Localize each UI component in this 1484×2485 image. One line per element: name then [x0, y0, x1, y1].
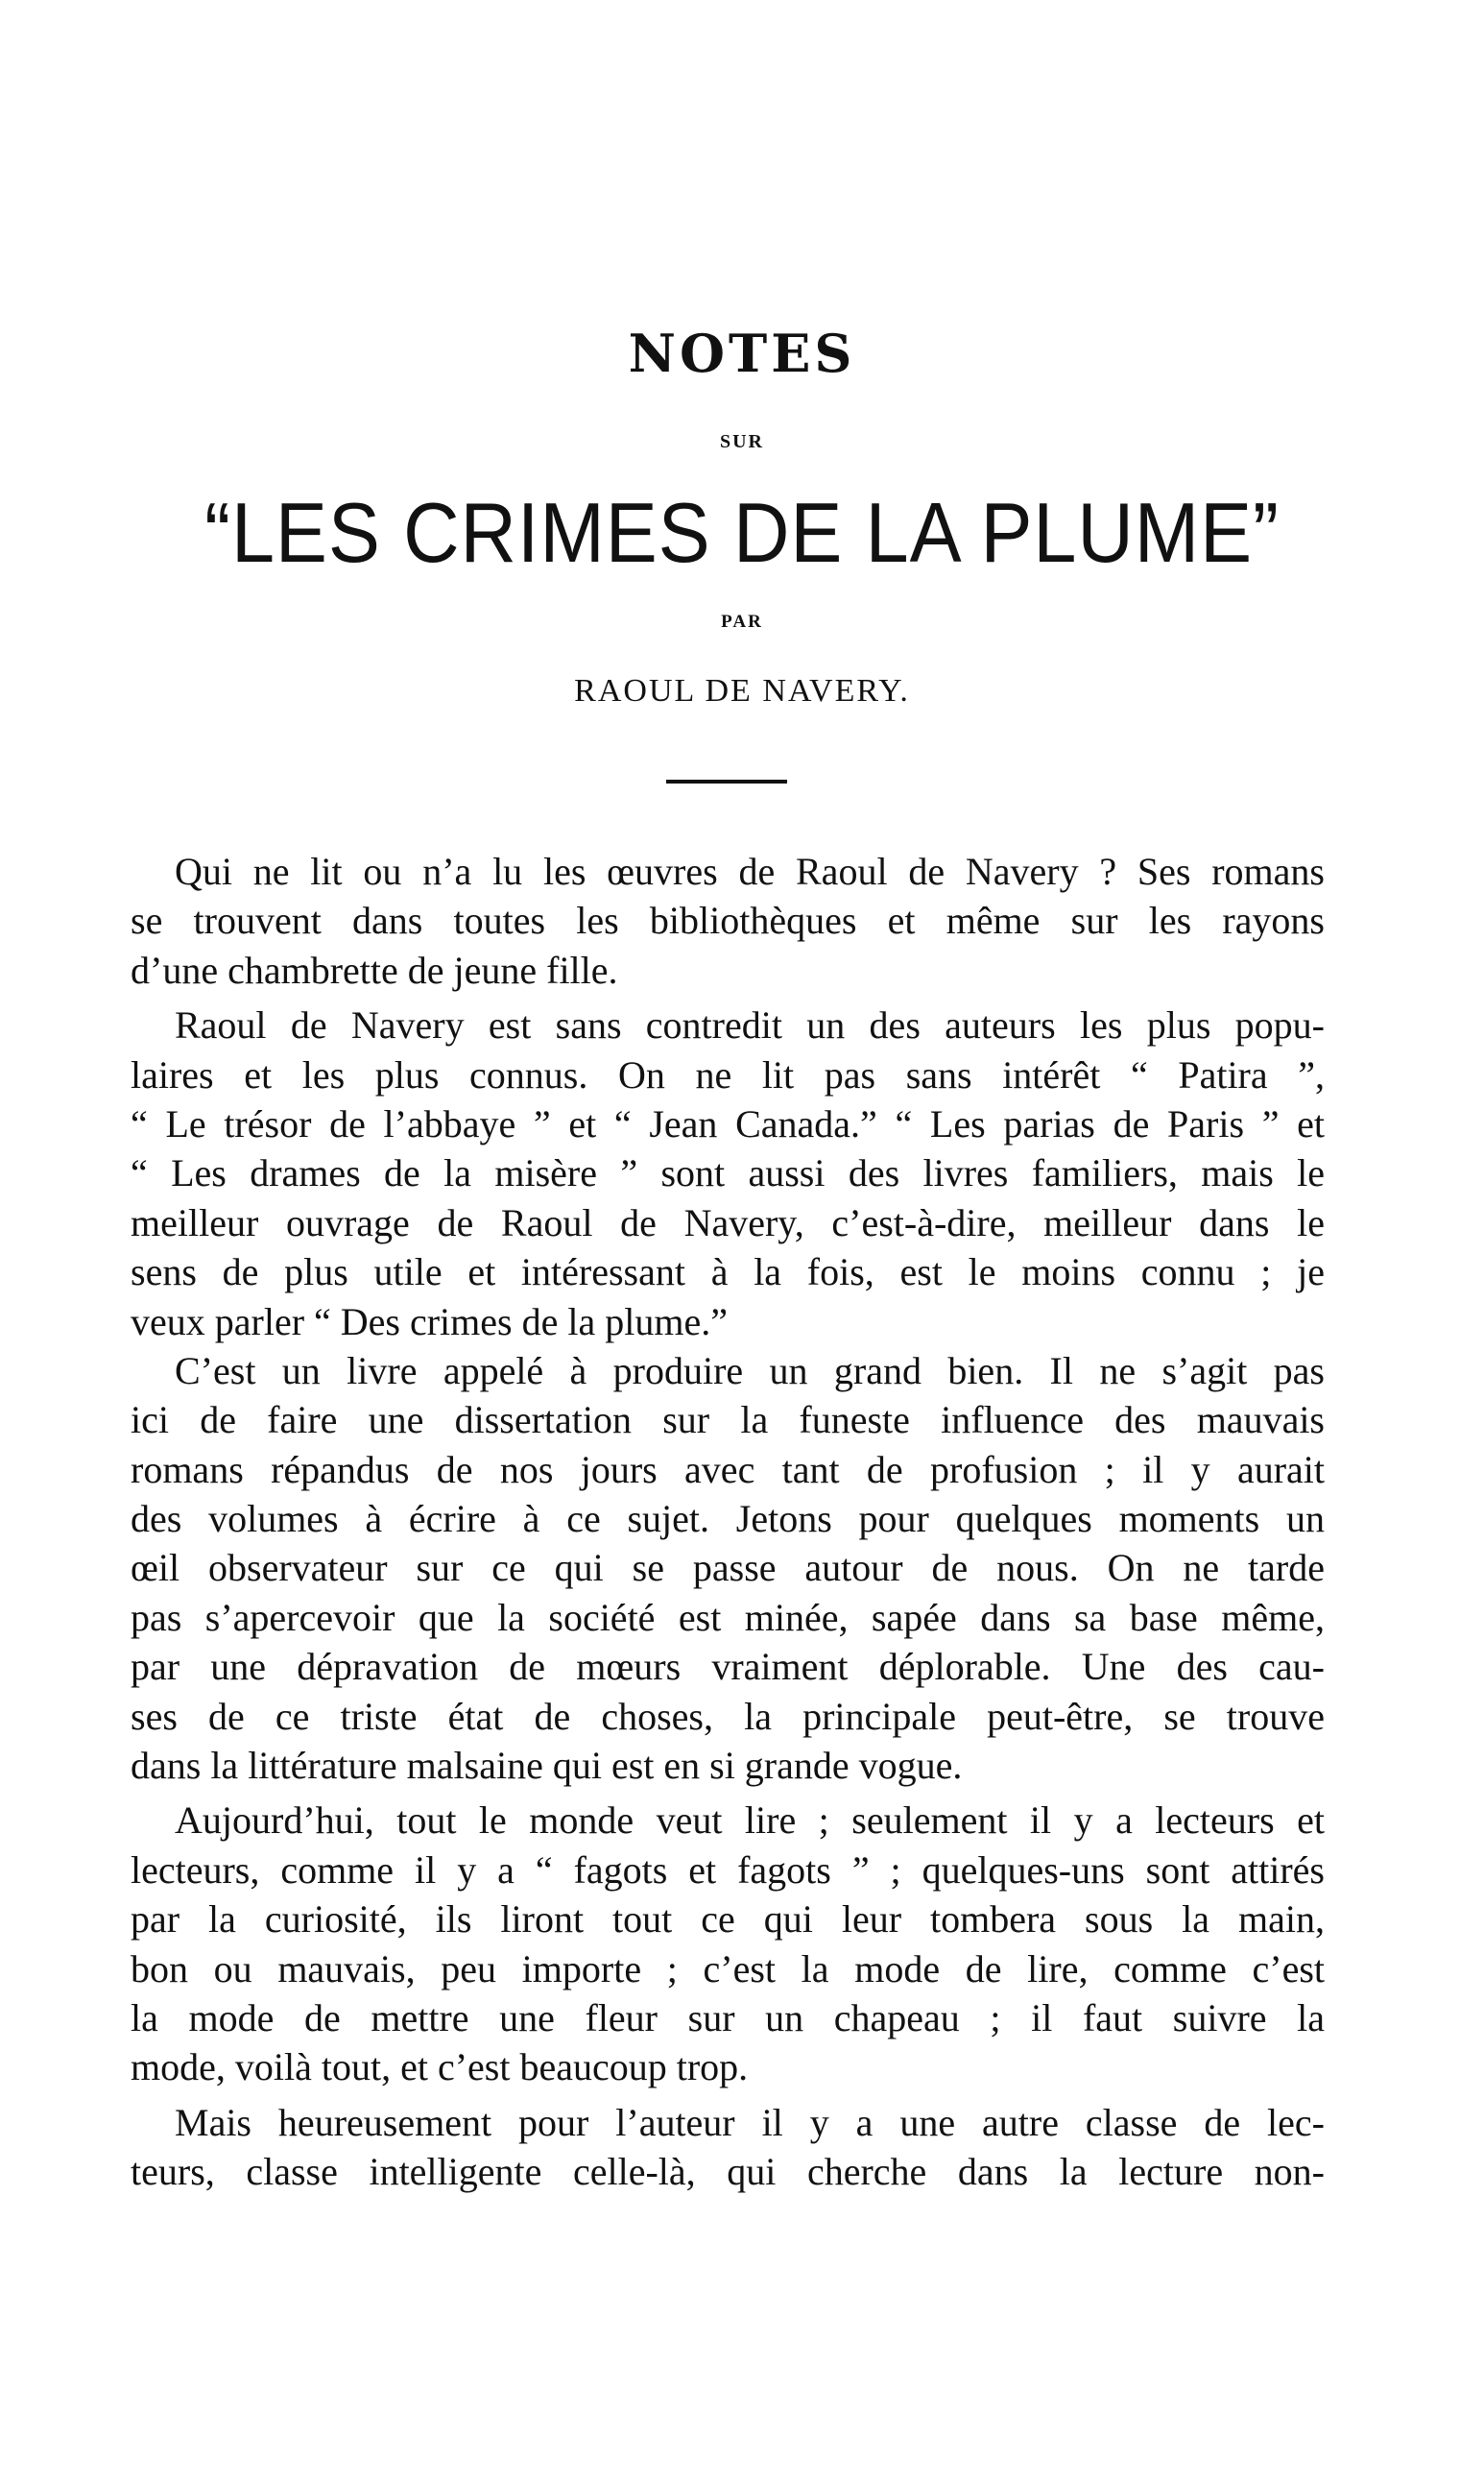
text-line: par la curiosité, ils liront tout ce qui leur tombera sous la main,	[131, 1897, 1325, 1942]
text-line: la mode de mettre une fleur sur un chapeau ; il faut suivre la	[131, 1995, 1325, 2039]
text-line: Mais heureusement pour l’auteur il y a une autre classe de lec-	[175, 2100, 1325, 2144]
text-line: pas s’apercevoir que la société est minée, sapée dans sa base même,	[131, 1595, 1325, 1639]
page-title: “LES CRIMES DE LA PLUME”	[204, 485, 1280, 580]
paragraph-4	[131, 1796, 1325, 2091]
text-line: se trouvent dans toutes les bibliothèques et même sur les rayons	[131, 899, 1325, 943]
text-line: par une dépravation de mœurs vraiment déplorable. Une des cau-	[131, 1645, 1325, 1689]
heading-sur: SUR	[719, 431, 764, 452]
text-line: meilleur ouvrage de Raoul de Navery, c’est-à-dire, meilleur dans le	[131, 1200, 1325, 1244]
title-rule-divider	[666, 780, 787, 784]
text-line: mode, voilà tout, et c’est beaucoup trop.	[131, 2045, 749, 2089]
author-name: RAOUL DE NAVERY.	[574, 673, 910, 709]
paragraph-2	[131, 1001, 1325, 1346]
text-line: Raoul de Navery est sans contredit un des auteurs les plus popu-	[175, 1003, 1325, 1048]
heading-par: PAR	[721, 612, 763, 632]
text-line: des volumes à écrire à ce sujet. Jetons pour quelques moments un	[131, 1497, 1325, 1541]
text-line: Aujourd’hui, tout le monde veut lire ; seulement il y a lecteurs et	[175, 1798, 1325, 1843]
text-line: bon ou mauvais, peu importe ; c’est la mode de lire, comme c’est	[131, 1946, 1325, 1990]
text-line: “ Le trésor de l’abbaye ” et “ Jean Canada.” “ Les parias de Paris ” et	[131, 1101, 1325, 1146]
text-line: romans répandus de nos jours avec tant de profusion ; il y aurait	[131, 1447, 1325, 1491]
text-line: sens de plus utile et intéressant à la fois, est le moins connu ; je	[131, 1250, 1325, 1294]
text-line: dans la littérature malsaine qui est en si grande vogue.	[131, 1744, 963, 1788]
paragraph-3	[131, 1346, 1325, 1791]
text-line: d’une chambrette de jeune fille.	[131, 948, 618, 992]
text-line: ses de ce triste état de choses, la principale peut-être, se trouve	[131, 1694, 1325, 1738]
text-line: veux parler “ Des crimes de la plume.”	[131, 1299, 728, 1343]
paragraph-5	[131, 2098, 1325, 2197]
heading-notes: NOTES	[628, 323, 856, 384]
text-line: “ Les drames de la misère ” sont aussi des livres familiers, mais le	[131, 1151, 1325, 1195]
text-line: C’est un livre appelé à produire un grand bien. Il ne s’agit pas	[175, 1348, 1325, 1392]
text-line: œil observateur sur ce qui se passe autour de nous. On ne tarde	[131, 1546, 1325, 1590]
text-line: lecteurs, comme il y a “ fagots et fagots ” ; quelques-uns sont attirés	[131, 1847, 1325, 1892]
text-line: Qui ne lit ou n’a lu les œuvres de Raoul de Navery ? Ses romans	[175, 850, 1325, 893]
paragraph-1	[131, 847, 1325, 995]
body-text	[131, 847, 1325, 2197]
text-line: ici de faire une dissertation sur la funeste influence des mauvais	[131, 1398, 1325, 1442]
text-line: teurs, classe intelligente celle-là, qui cherche dans la lecture non-	[131, 2150, 1325, 2194]
text-line: laires et les plus connus. On ne lit pas sans intérêt “ Patira ”,	[131, 1052, 1325, 1097]
